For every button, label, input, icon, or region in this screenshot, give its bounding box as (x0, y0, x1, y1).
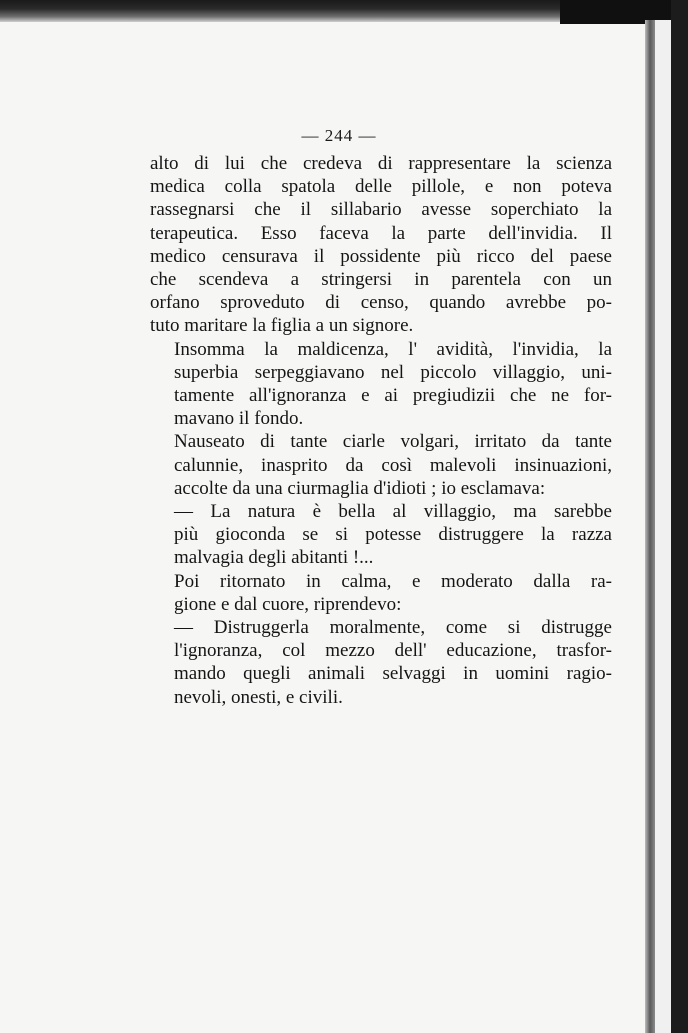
text-line: nevoli, onesti, e civili. (174, 686, 343, 708)
text-line: alto di lui che credeva di rappresentare la scienza (150, 153, 612, 174)
paragraph (150, 152, 612, 338)
text-line: orfano sproveduto di censo, quando avrebbe po- (150, 292, 612, 314)
text-line: — La natura è bella al villaggio, ma sarebbe (174, 501, 612, 523)
text-line: accolte da una ciurmaglia d'idioti ; io esclamava: (174, 477, 546, 499)
text-line: malvagia degli abitanti !... (174, 547, 374, 569)
page-number-text: — 244 — (301, 126, 377, 145)
paragraph (150, 500, 612, 570)
text-line: l'ignoranza, col mezzo dell' educazione, trasfor- (174, 640, 612, 662)
text-line: mavano il fondo. (174, 408, 304, 430)
page-number (0, 126, 688, 146)
text-line: più gioconda se si potesse distruggere la razza (174, 524, 612, 546)
text-line: superbia serpeggiavano nel piccolo villaggio, uni- (174, 361, 612, 383)
facing-page-strip (655, 20, 671, 1033)
paragraph (150, 430, 612, 500)
paragraph (150, 570, 612, 616)
text-line: medico censurava il possidente più ricco del paese (150, 245, 612, 267)
text-line: — Distruggerla moralmente, come si distrugge (174, 617, 612, 639)
text-line: Nauseato di tante ciarle volgari, irritato da tante (174, 431, 612, 453)
text-line: Insomma la maldicenza, l' avidità, l'invidia, la (174, 338, 612, 360)
page-fold-edge (645, 20, 655, 1033)
text-line: tamente all'ignoranza e ai pregiudizii che ne for- (174, 385, 612, 407)
text-line: mando quegli animali selvaggi in uomini ragio- (174, 663, 612, 685)
text-line: che scendeva a stringersi in parentela con un (150, 269, 612, 291)
body-text (150, 152, 612, 709)
text-line: terapeutica. Esso faceva la parte dell'invidia. Il (150, 222, 612, 244)
text-line: calunnie, inasprito da così malevoli insinuazioni, (174, 454, 612, 476)
paragraph (150, 616, 612, 709)
text-line: gione e dal cuore, riprendevo: (174, 593, 402, 615)
scan-dark-border (671, 0, 688, 1033)
paragraph (150, 338, 612, 431)
text-line: tuto maritare la figlia a un signore. (150, 315, 414, 337)
text-line: Poi ritornato in calma, e moderato dalla ra- (174, 570, 612, 592)
text-line: medica colla spatola delle pillole, e non poteva (150, 176, 612, 198)
text-line: rassegnarsi che il sillabario avesse soperchiato la (150, 199, 612, 221)
